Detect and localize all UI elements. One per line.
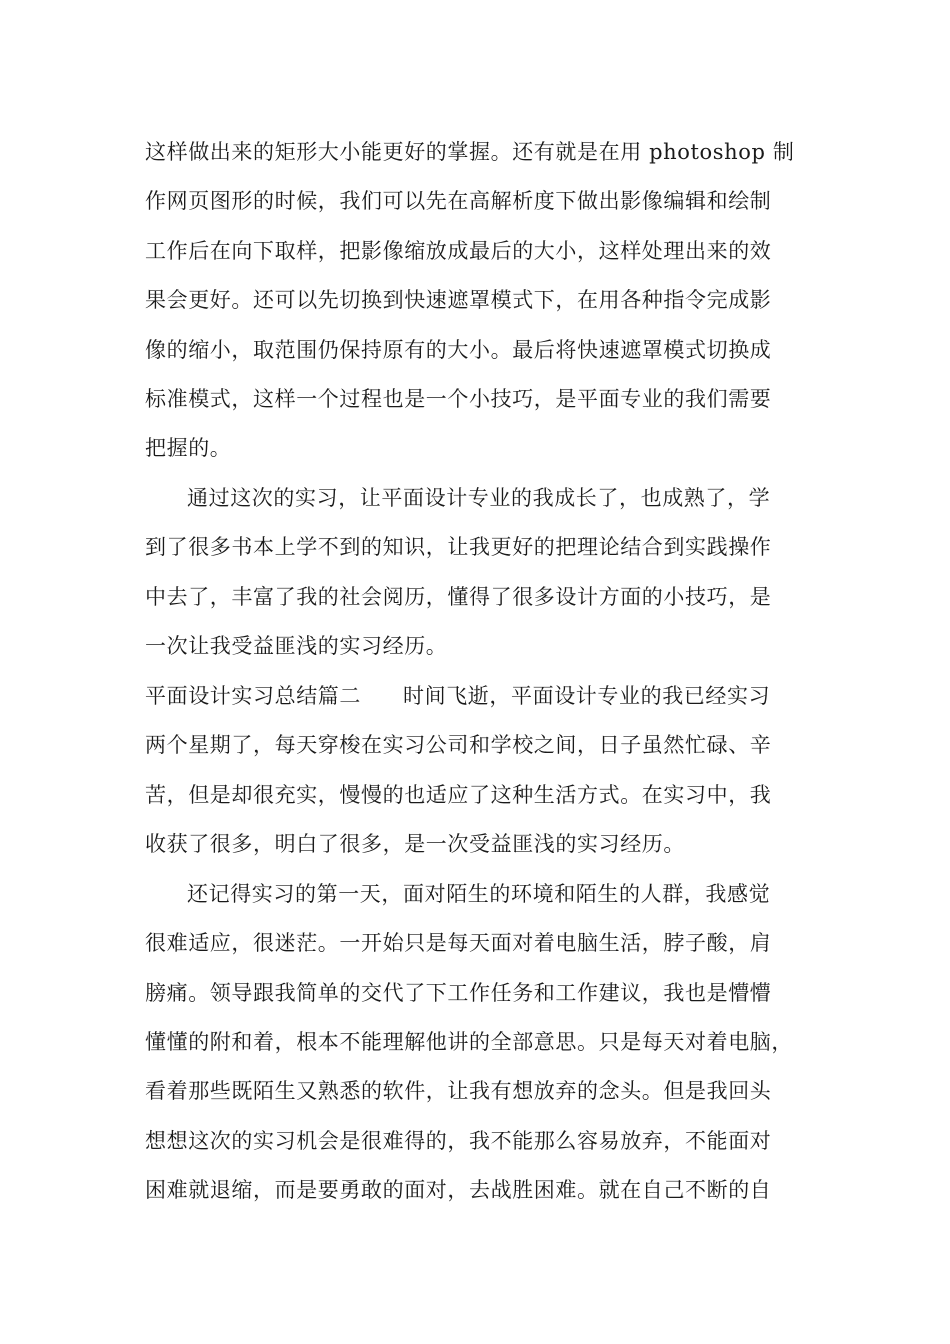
paragraph-4-line-6: 想想这次的实习机会是很难得的，我不能那么容易放弃，不能面对 <box>145 1129 772 1153</box>
paragraph-4-line-4: 懂懂的附和着，根本不能理解他讲的全部意思。只是每天对着电脑， <box>145 1030 793 1054</box>
paragraph-1-line-2: 作网页图形的时候，我们可以先在高解析度下做出影像编辑和绘制 <box>145 189 772 213</box>
paragraph-1-line-3: 工作后在向下取样，把影像缩放成最后的大小，这样处理出来的效 <box>145 239 772 263</box>
paragraph-2-line-2: 到了很多书本上学不到的知识，让我更好的把理论结合到实践操作 <box>145 535 772 559</box>
paragraph-3-line-2: 两个星期了，每天穿梭在实习公司和学校之间，日子虽然忙碌、辛 <box>145 733 772 757</box>
paragraph-1-line-6: 标准模式，这样一个过程也是一个小技巧，是平面专业的我们需要 <box>145 387 772 411</box>
paragraph-4-line-5: 看着那些既陌生又熟悉的软件，让我有想放弃的念头。但是我回头 <box>145 1079 772 1103</box>
paragraph-1-line-4: 果会更好。还可以先切换到快速遮罩模式下，在用各种指令完成影 <box>145 288 772 312</box>
paragraph-2-line-3: 中去了，丰富了我的社会阅历，懂得了很多设计方面的小技巧，是 <box>145 585 772 609</box>
paragraph-1-line-5: 像的缩小，取范围仍保持原有的大小。最后将快速遮罩模式切换成 <box>145 338 772 362</box>
paragraph-1-line-7: 把握的。 <box>145 436 232 460</box>
paragraph-4-line-3: 膀痛。领导跟我简单的交代了下工作任务和工作建议，我也是懵懵 <box>145 981 772 1005</box>
paragraph-1-line-1: 这样做出来的矩形大小能更好的掌握。还有就是在用 photoshop 制 <box>145 140 795 164</box>
paragraph-4-line-7: 困难就退缩，而是要勇敢的面对，去战胜困难。就在自己不断的自 <box>145 1178 772 1202</box>
paragraph-3-line-4: 收获了很多，明白了很多，是一次受益匪浅的实习经历。 <box>145 832 685 856</box>
section-heading: 平面设计实习总结篇二 <box>145 684 361 708</box>
paragraph-3-line-1: 时间飞逝，平面设计专业的我已经实习 <box>403 684 771 708</box>
paragraph-4-line-2: 很难适应，很迷茫。一开始只是每天面对着电脑生活，脖子酸，肩 <box>145 931 772 955</box>
paragraph-2-line-1: 通过这次的实习，让平面设计专业的我成长了，也成熟了，学 <box>187 486 771 510</box>
section-heading-line <box>145 672 835 721</box>
paragraph-3-line-3: 苦，但是却很充实，慢慢的也适应了这种生活方式。在实习中，我 <box>145 783 772 807</box>
paragraph-4-line-1: 还记得实习的第一天，面对陌生的环境和陌生的人群，我感觉 <box>187 882 771 906</box>
paragraph-2-line-4: 一次让我受益匪浅的实习经历。 <box>145 634 448 658</box>
